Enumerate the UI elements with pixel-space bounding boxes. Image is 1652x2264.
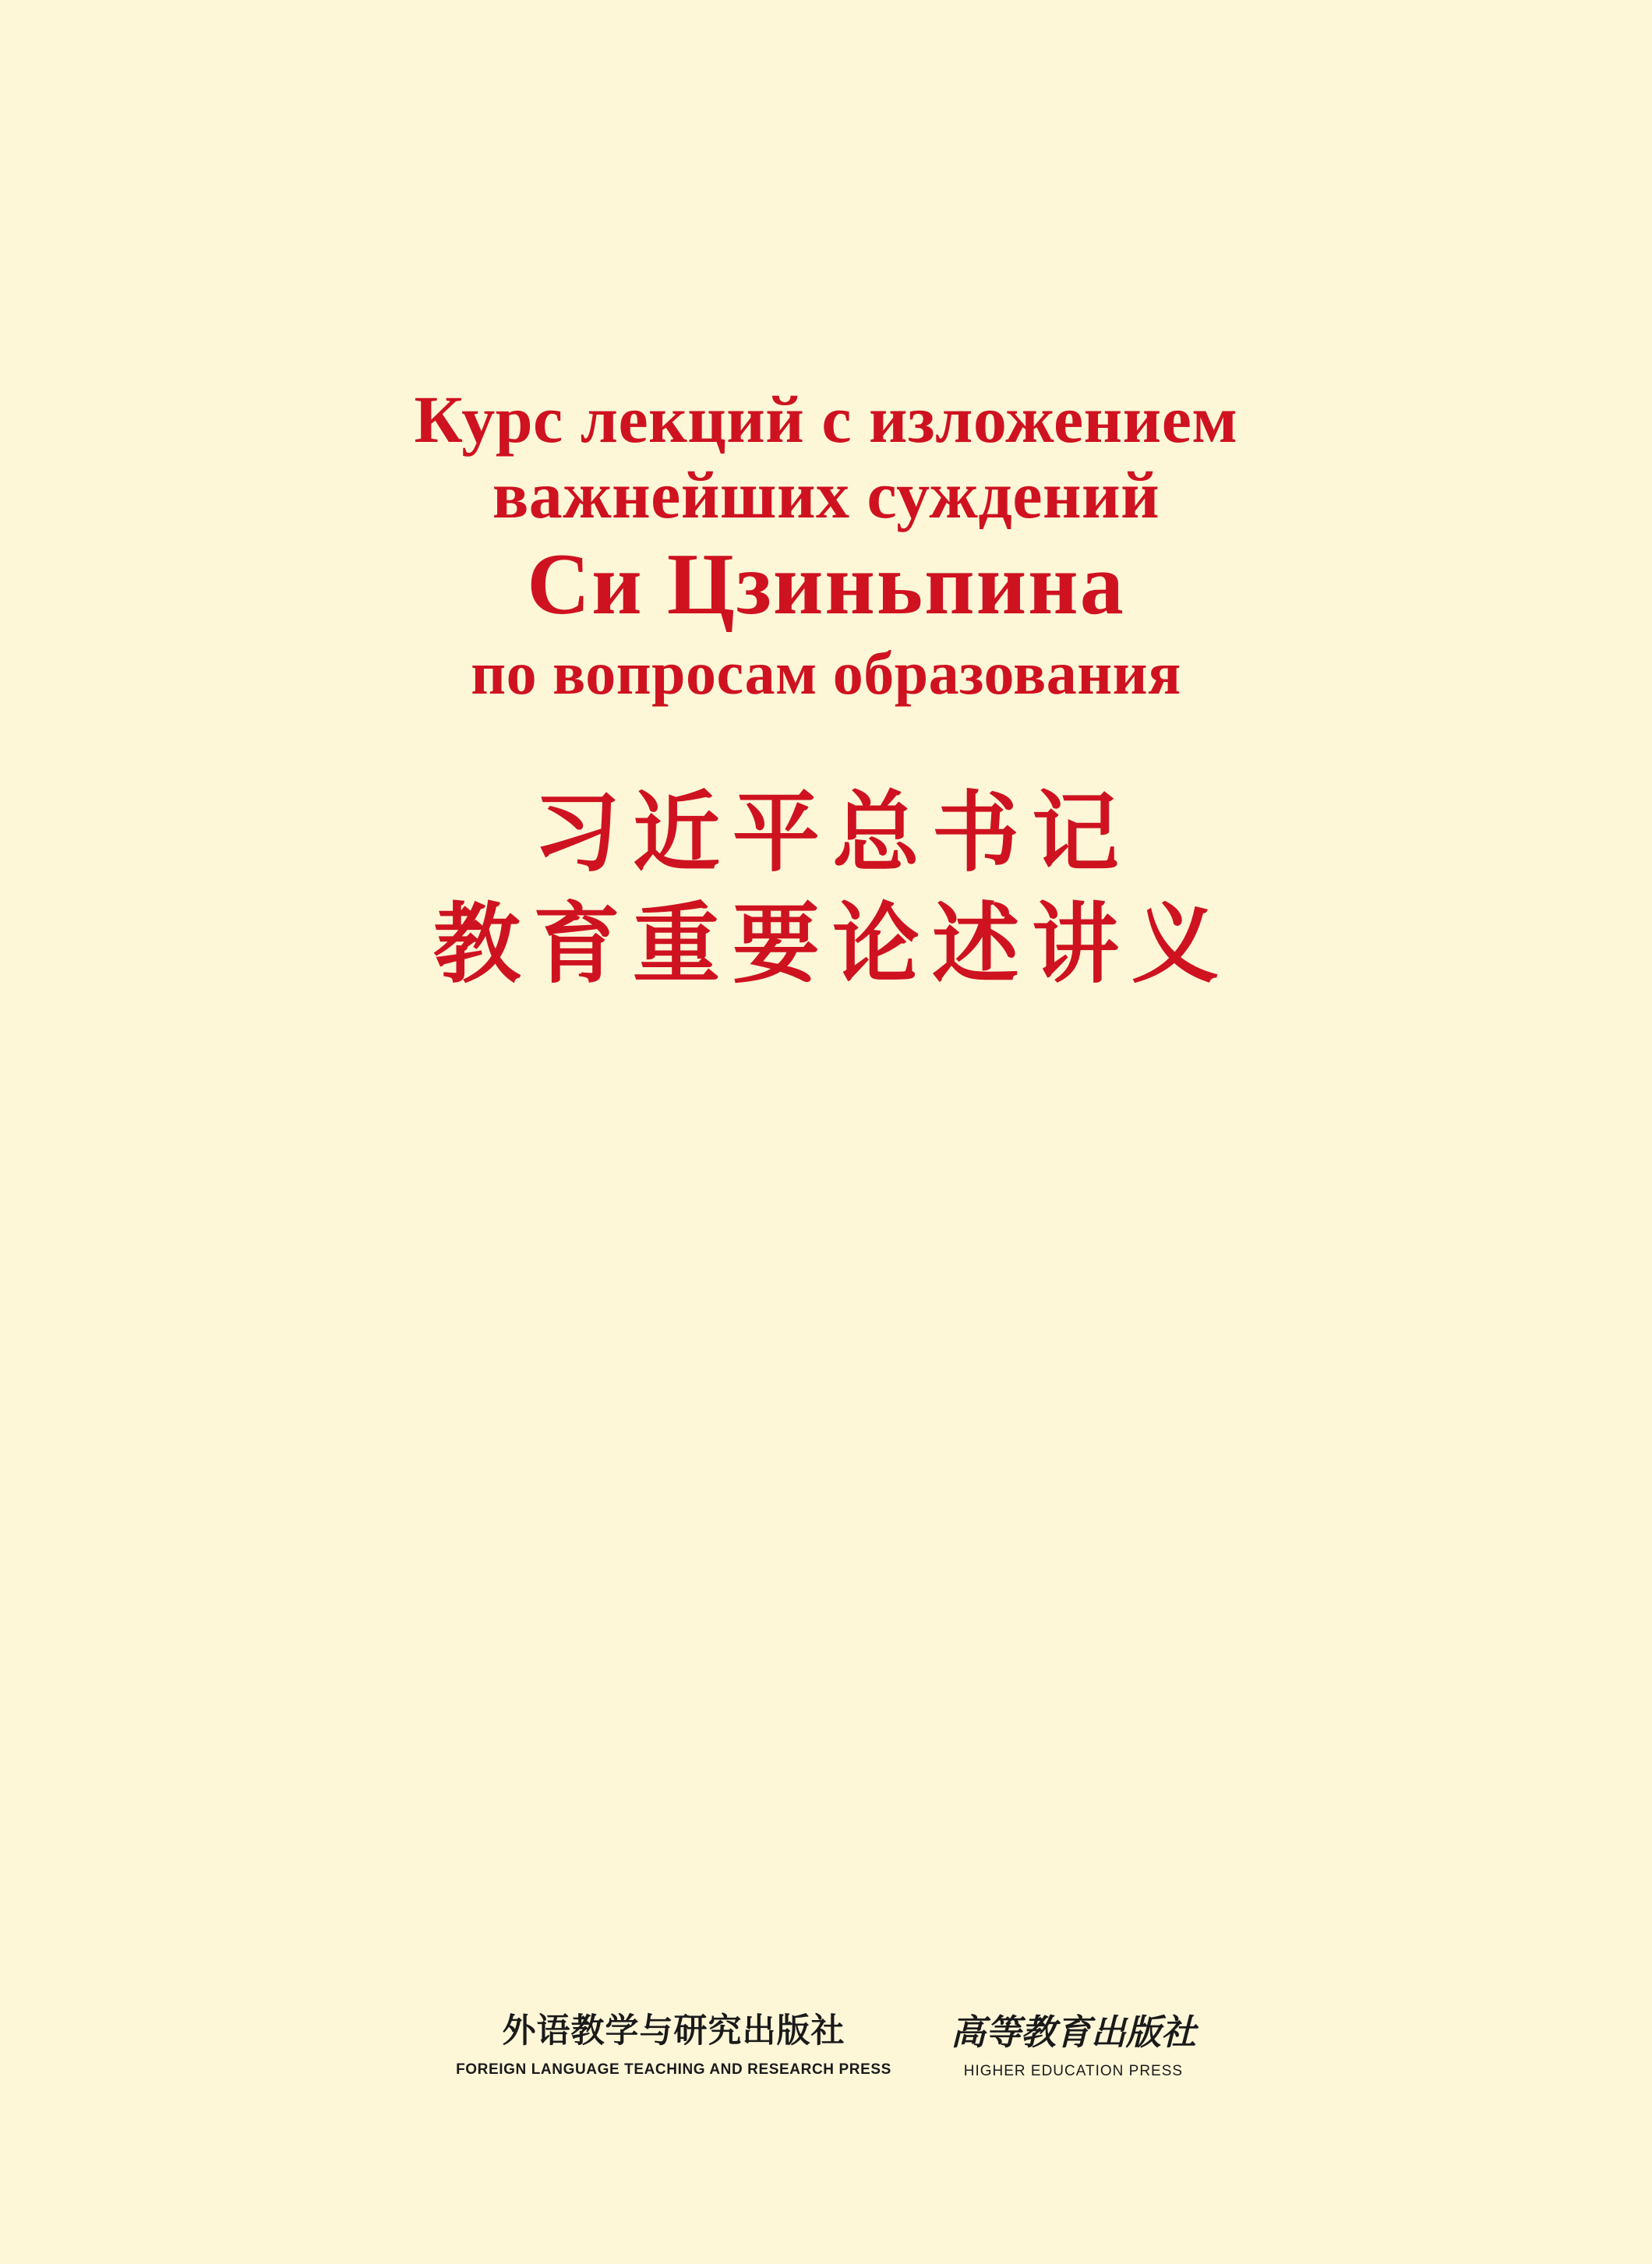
russian-title-line-2: важнейших суждений — [492, 457, 1160, 533]
russian-title-line-3: Си Цзиньпина — [527, 536, 1125, 634]
publisher-hep-english-name: HIGHER EDUCATION PRESS — [963, 2063, 1184, 2079]
chinese-title-line-2: 教育重要论述讲义 — [433, 894, 1231, 996]
publisher-fltrp-chinese-name: 外语教学与研究出版社 — [502, 2011, 845, 2050]
chinese-title-line-1: 习近平总书记 — [533, 782, 1131, 885]
publisher-fltrp — [456, 2011, 891, 2079]
chinese-title-block — [421, 778, 1231, 1001]
russian-title-block — [218, 382, 1434, 709]
publisher-hep-chinese-name: 高等教育出版社 — [950, 2011, 1196, 2053]
publisher-fltrp-english-name: FOREIGN LANGUAGE TEACHING AND RESEARCH PRESS — [456, 2061, 891, 2078]
publisher-row — [0, 2011, 1652, 2080]
russian-title-line-4: по вопросам образования — [471, 638, 1181, 707]
publisher-hep — [951, 2011, 1196, 2080]
russian-title-line-1: Курс лекций с изложением — [414, 382, 1238, 457]
